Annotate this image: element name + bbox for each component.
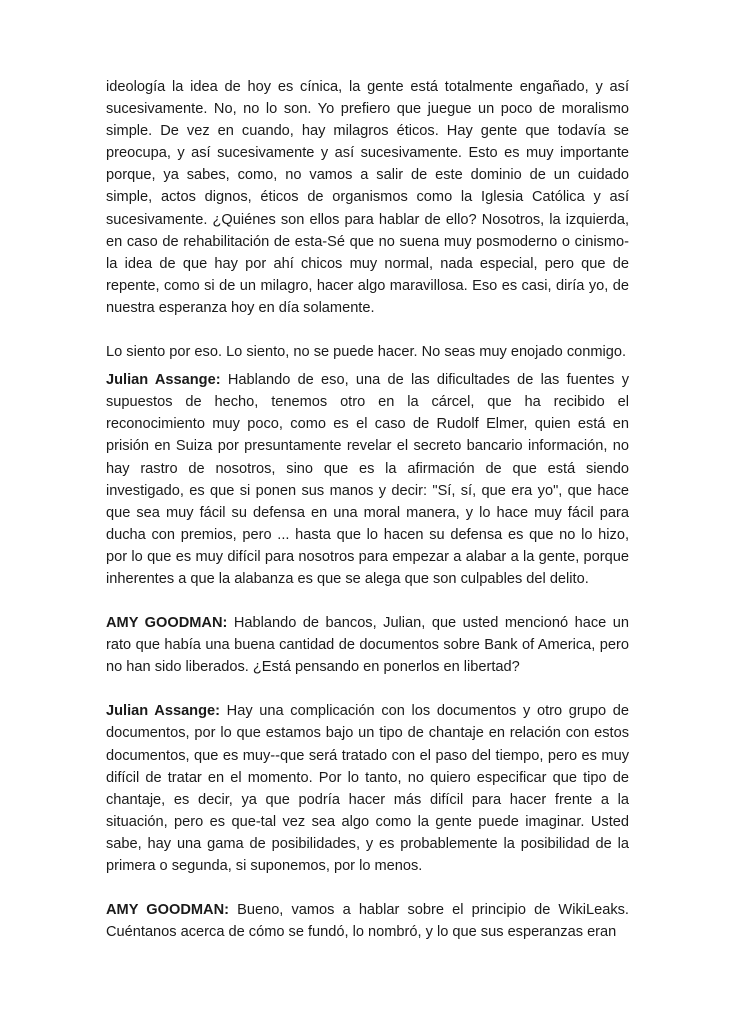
paragraph-1 <box>106 76 629 319</box>
paragraph-text: Lo siento por eso. Lo siento, no se puede hacer. No seas muy enojado conmigo. <box>106 344 627 361</box>
speaker-label: AMY GOODMAN: <box>106 902 229 919</box>
paragraph-6 <box>106 899 629 943</box>
paragraph-text: Bueno, vamos a hablar sobre el principio de WikiLeaks. Cuéntanos acerca de cómo se fundó, lo nombró, y lo que sus esperanzas eran <box>106 902 629 941</box>
paragraph-5 <box>106 700 629 877</box>
paragraph-text: ideología la idea de hoy es cínica, la gente está totalmente engañado, y así sucesivamente. No, no lo son. Yo prefiero que juegue un poco de moralismo simple. De vez en cuando, hay milagros éticos. Hay gente que todavía se preocupa, y así sucesivamente y así sucesivamente. Esto es muy importante porque, ya sabes, como, no vamos a salir de este dominio de un cuidado simple, actos dignos, éticos de organismos como la Iglesia Católica y así sucesivamente. ¿Quiénes son ellos para hablar de ello? Nosotros, la izquierda, en caso de rehabilitación de esta-Sé que no suena muy posmoderno o cinismo-la idea de que hay por ahí chicos muy normal, nada especial, pero que de repente, como si de un milagro, hacer algo maravillosa. Eso es casi, diría yo, de nuestra esperanza hoy en día solamente. <box>106 79 629 316</box>
paragraph-text: Hablando de bancos, Julian, que usted mencionó hace un rato que había una buena cantidad de documentos sobre Bank of America, pero no han sido liberados. ¿Está pensando en ponerlos en libertad? <box>106 615 629 676</box>
document-page <box>106 76 629 943</box>
paragraph-2 <box>106 341 629 363</box>
paragraph-text: Hablando de eso, una de las dificultades de las fuentes y supuestos de hecho, tenemos otro en la cárcel, que ha recibido el reconocimiento muy poco, como es el caso de Rudolf Elmer, quien está en prisión en Suiza por presuntamente revelar el secreto bancario información, no hay rastro de nosotros, sino que es la afirmación de que está siendo investigado, es que si ponen sus manos y decir: "Sí, sí, que era yo", que hace que sea muy fácil su defensa en una moral manera, y lo hace muy fácil para ducha con premios, pero ... hasta que lo hacen su defensa es que no lo hizo, por lo que es muy difícil para nosotros para empezar a alabar a la gente, porque inherentes a que la alabanza es que se alega que son culpables del delito. <box>106 372 629 587</box>
paragraph-3 <box>106 369 629 590</box>
paragraph-4 <box>106 612 629 678</box>
speaker-label: Julian Assange: <box>106 372 221 389</box>
paragraph-text: Hay una complicación con los documentos y otro grupo de documentos, por lo que estamos bajo un tipo de chantaje en relación con estos documentos, que es muy--que será tratado con el paso del tiempo, pero es muy difícil de tratar en el momento. Por lo tanto, no quiero especificar que tipo de chantaje, es decir, ya que podría hacer más difícil para hacer frente a la situación, pero es que-tal vez sea algo como la gente puede imaginar. Usted sabe, hay una gama de posibilidades, y es probablemente la posibilidad de la primera o segunda, si suponemos, por lo menos. <box>106 703 629 874</box>
speaker-label: Julian Assange: <box>106 703 220 720</box>
speaker-label: AMY GOODMAN: <box>106 615 228 632</box>
